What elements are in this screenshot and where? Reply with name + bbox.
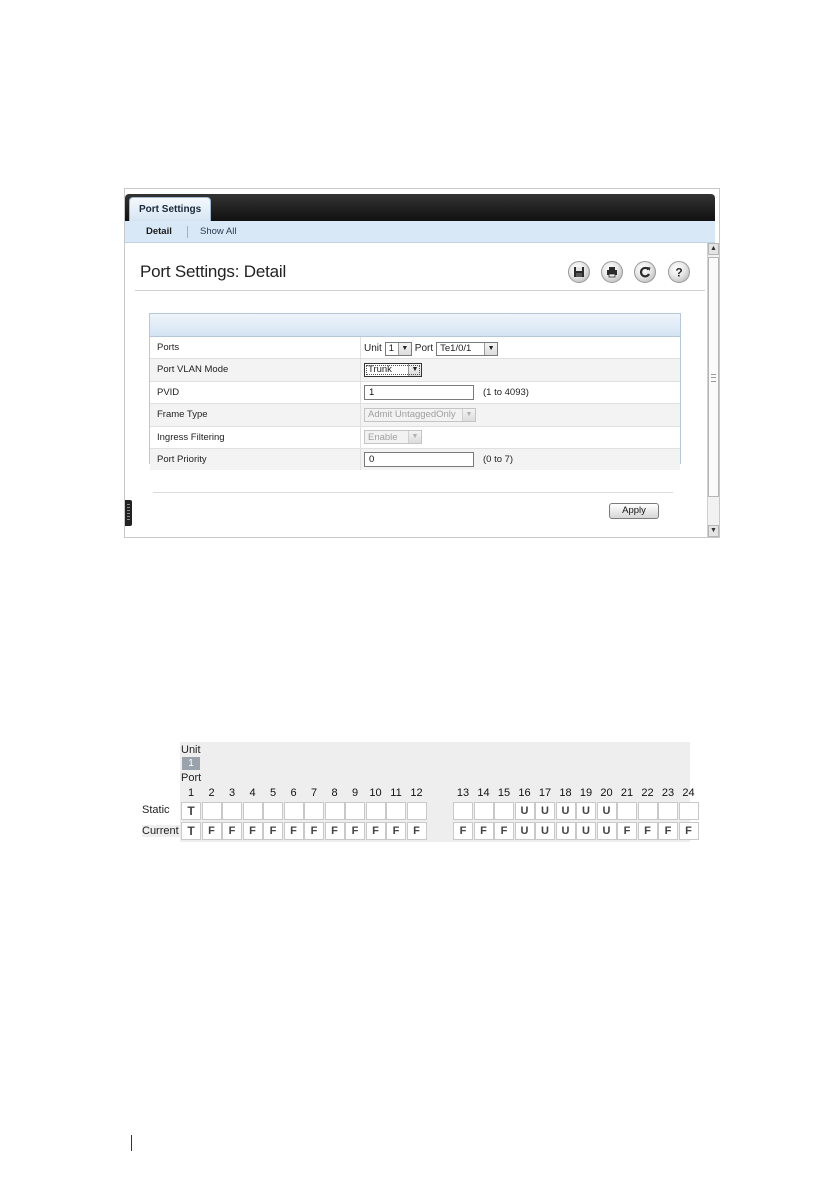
current-membership-cell: F <box>222 822 242 840</box>
current-membership-cell: F <box>679 822 699 840</box>
static-membership-cell[interactable]: U <box>576 802 596 820</box>
port-number-label: 13 <box>456 787 470 799</box>
static-membership-cell[interactable] <box>304 802 324 820</box>
vertical-scrollbar[interactable] <box>707 243 719 537</box>
static-membership-cell[interactable] <box>407 802 427 820</box>
unit-badge[interactable]: 1 <box>182 757 200 770</box>
static-membership-cell[interactable]: U <box>515 802 535 820</box>
port-number-label: 19 <box>579 787 593 799</box>
footer-divider <box>153 492 673 493</box>
port-number-label: 2 <box>208 787 215 799</box>
static-membership-cell[interactable]: U <box>597 802 617 820</box>
current-membership-cell: F <box>304 822 324 840</box>
port-number-label: 21 <box>620 787 634 799</box>
frame-type-select: Admit UntaggedOnly ▼ <box>364 408 476 422</box>
current-membership-cell: U <box>556 822 576 840</box>
port-number-label: 24 <box>682 787 695 799</box>
scrollbar-thumb[interactable] <box>708 257 719 497</box>
form-row-ports <box>150 337 680 359</box>
page-title: Port Settings: Detail <box>140 262 287 281</box>
port-number-label: 12 <box>410 787 423 799</box>
current-membership-cell: F <box>494 822 514 840</box>
static-membership-cell[interactable]: T <box>181 802 201 820</box>
port-number-label: 7 <box>310 787 318 799</box>
static-membership-cell[interactable] <box>202 802 222 820</box>
static-membership-cell[interactable] <box>345 802 365 820</box>
static-membership-cell[interactable] <box>222 802 242 820</box>
column-divider <box>360 337 361 358</box>
chevron-down-icon: ▼ <box>408 431 421 443</box>
pvid-label: PVID <box>157 386 180 398</box>
unit-label: Unit <box>364 343 382 354</box>
port-number-label: 20 <box>600 787 613 799</box>
pvid-input[interactable]: 1 <box>364 385 474 400</box>
form-row-pvid <box>150 382 680 404</box>
sub-navigation <box>125 221 715 243</box>
tab-port-settings[interactable]: Port Settings <box>129 197 211 221</box>
port-select[interactable]: Te1/0/1 ▼ <box>436 342 498 356</box>
port-vlan-mode-label: Port VLAN Mode <box>157 364 229 376</box>
panel-resize-handle[interactable] <box>125 500 132 526</box>
apply-button[interactable]: Apply <box>609 503 659 519</box>
current-membership-cell: F <box>284 822 304 840</box>
static-membership-cell[interactable] <box>679 802 699 820</box>
current-membership-cell: U <box>515 822 535 840</box>
tab-bar <box>125 194 715 221</box>
chevron-down-icon: ▼ <box>408 364 421 376</box>
title-divider <box>135 290 705 291</box>
port-settings-form <box>149 313 681 464</box>
port-priority-label: Port Priority <box>157 453 207 465</box>
form-row-frame-type <box>150 404 680 426</box>
ingress-filtering-select: Enable ▼ <box>364 430 422 444</box>
current-membership-cell: F <box>366 822 386 840</box>
static-membership-cell[interactable] <box>284 802 304 820</box>
vlan-membership-grid <box>140 742 695 842</box>
current-row-label: Current <box>142 825 179 837</box>
column-divider <box>360 382 361 403</box>
static-membership-cell[interactable] <box>658 802 678 820</box>
form-row-ingress-filtering <box>150 427 680 449</box>
current-membership-cell: F <box>243 822 263 840</box>
static-membership-cell[interactable] <box>366 802 386 820</box>
current-membership-cell: F <box>345 822 365 840</box>
svg-text:?: ? <box>675 265 683 279</box>
column-divider <box>360 359 361 380</box>
current-membership-cell: F <box>263 822 283 840</box>
port-number-label: 5 <box>269 787 277 799</box>
port-priority-input[interactable]: 0 <box>364 452 474 467</box>
current-membership-cell: F <box>474 822 494 840</box>
save-icon[interactable] <box>568 261 590 283</box>
frame-type-label: Frame Type <box>157 409 208 421</box>
port-number-label: 15 <box>497 787 511 799</box>
static-membership-cell[interactable] <box>638 802 658 820</box>
static-membership-cell[interactable] <box>617 802 637 820</box>
current-membership-cell: F <box>407 822 427 840</box>
port-number-label: 3 <box>228 787 236 799</box>
port-number-label: 11 <box>390 787 402 799</box>
subnav-divider <box>187 226 188 238</box>
port-number-label: 23 <box>661 787 675 799</box>
port-number-label: 18 <box>559 787 572 799</box>
unit-select[interactable]: 1 ▼ <box>385 342 412 356</box>
static-membership-cell[interactable] <box>474 802 494 820</box>
port-number-label: 16 <box>518 787 531 799</box>
port-group-gap <box>427 802 453 842</box>
pvid-range-hint: (1 to 4093) <box>483 386 529 398</box>
port-number-label: 4 <box>249 787 256 799</box>
port-priority-range-hint: (0 to 7) <box>483 453 514 465</box>
column-divider <box>360 449 361 470</box>
current-membership-cell: F <box>453 822 473 840</box>
column-divider <box>360 404 361 425</box>
static-membership-cell[interactable] <box>386 802 406 820</box>
port-label: Port <box>181 772 202 784</box>
static-membership-cell[interactable] <box>325 802 345 820</box>
port-number-label: 14 <box>477 787 490 799</box>
chevron-down-icon: ▼ <box>398 343 411 355</box>
static-membership-cell[interactable]: U <box>535 802 555 820</box>
ports-label: Ports <box>157 342 180 353</box>
port-number-label: 17 <box>538 787 552 799</box>
form-row-port-priority <box>150 449 680 470</box>
port-vlan-mode-select[interactable]: Trunk ▼ <box>364 363 422 377</box>
scroll-down-arrow-icon[interactable]: ▼ <box>708 525 719 537</box>
current-membership-cell: U <box>576 822 596 840</box>
current-membership-cell: U <box>535 822 555 840</box>
port-number-label: 10 <box>369 787 382 799</box>
static-membership-cell[interactable]: U <box>556 802 576 820</box>
port-label: Port <box>414 343 434 354</box>
current-membership-cell: F <box>325 822 345 840</box>
help-icon[interactable] <box>668 261 690 283</box>
static-row-label: Static <box>142 804 170 816</box>
chevron-down-icon: ▼ <box>484 343 497 355</box>
form-row-port-vlan-mode <box>150 359 680 381</box>
form-header <box>150 314 680 337</box>
current-membership-cell: F <box>617 822 637 840</box>
subnav-show-all-link[interactable]: Show All <box>200 226 237 237</box>
unit-label: Unit <box>181 744 201 756</box>
ingress-filtering-label: Ingress Filtering <box>157 431 225 443</box>
port-number-label: 1 <box>187 787 195 799</box>
current-membership-cell: F <box>638 822 658 840</box>
static-membership-cell[interactable] <box>263 802 283 820</box>
port-number-label: 22 <box>641 787 654 799</box>
chevron-down-icon: ▼ <box>462 409 475 421</box>
column-divider <box>360 427 361 448</box>
current-membership-cell: F <box>658 822 678 840</box>
port-number-label: 9 <box>351 787 359 799</box>
static-membership-cell[interactable] <box>453 802 473 820</box>
current-membership-cell: F <box>202 822 222 840</box>
port-settings-window <box>124 188 720 538</box>
port-number-label: 6 <box>290 787 297 799</box>
grip-icon <box>711 374 716 382</box>
static-membership-cell[interactable] <box>494 802 514 820</box>
current-membership-cell: F <box>386 822 406 840</box>
static-membership-cell[interactable] <box>243 802 263 820</box>
refresh-icon[interactable] <box>634 261 656 283</box>
port-number-label: 8 <box>331 787 338 799</box>
current-membership-cell: U <box>597 822 617 840</box>
subnav-detail-link[interactable]: Detail <box>146 226 172 237</box>
print-icon[interactable] <box>601 261 623 283</box>
scroll-up-arrow-icon[interactable]: ▲ <box>708 243 719 255</box>
current-membership-cell: T <box>181 822 201 840</box>
page-margin-bar <box>131 1135 132 1151</box>
